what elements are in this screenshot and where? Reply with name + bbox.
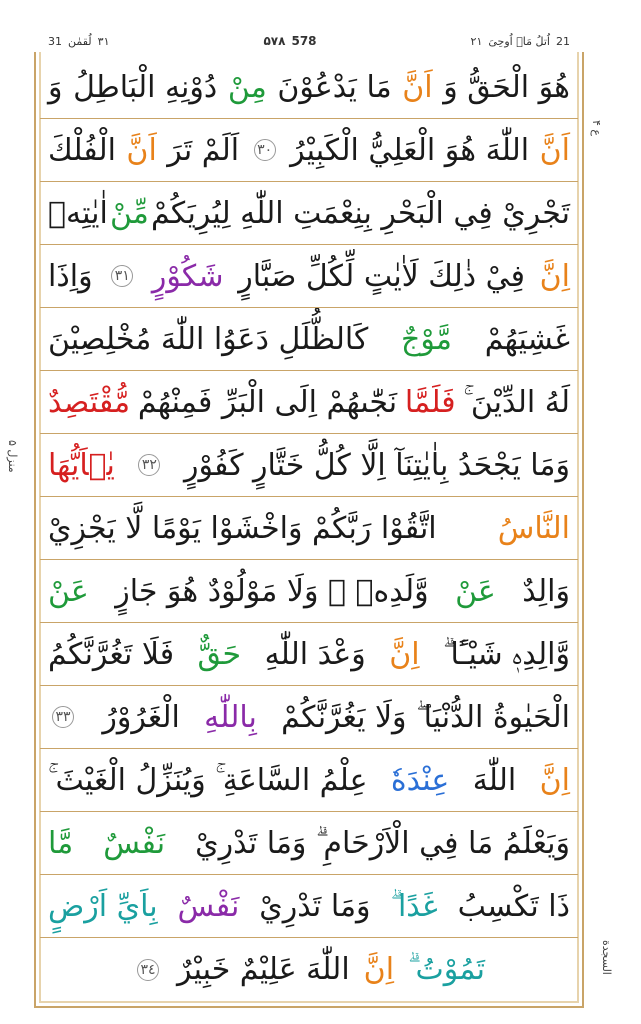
verse-line [40,371,578,434]
header-left-number: 31 [48,34,62,48]
verse-word-group: هُوَ الْحَقُّ وَ [443,69,570,105]
header-surah-name: لُقمٰن [68,34,92,48]
verse-line [40,623,578,686]
verse-line [40,56,578,119]
verse-line [40,875,578,938]
verse-word-group: وَيَعْلَمُ مَا فِي الْاَرْحَامِ ۗ وَمَا تَدْرِيْ [195,825,570,861]
verse-word-group: تَجْرِيْ فِي الْبَحْرِ بِنِعْمَتِ اللّٰهِ لِيُرِيَكُمْ [150,195,570,231]
verse-word-group: فَلَمَّا [404,384,456,420]
verse-word-group: عَنْ [48,573,89,609]
verse-word-group: مِنْ [227,69,267,105]
verse-line [40,497,578,560]
verse-word-group: اِنَّ [539,762,570,798]
verse-word-group: الْحَيٰوةُ الدُّنْيَا ۖ وَلَا يَغُرَّنَّكُمْ [281,699,570,735]
header-juz-info [471,35,570,48]
ayah-number-marker: ٣٠ [254,139,276,161]
verse-word-group: اِنَّ [389,636,420,672]
verse-line [40,686,578,749]
ayah-number-marker: ٣٣ [52,706,74,728]
verse-word-group: مَّوْجٌ [401,321,452,357]
verse-word-group: اِنَّ [539,258,570,294]
header-juz-number: 21 [555,34,570,48]
verse-word-group: اللّٰهَ هُوَ الْعَلِيُّ الْكَبِيْرُ [290,132,530,168]
verse-word-group: مَا يَدْعُوْنَ [277,69,392,105]
verse-word-group: لَهُ الدِّيْنَ ۚ [463,384,570,420]
verse-word-group: اتَّقُوْا رَبَّكُمْ وَاخْشَوْا يَوْمًا لَّا يَجْزِيْ [48,510,437,546]
verse-word-group: عِلْمُ السَّاعَةِ ۚ وَيُنَزِّلُ الْغَيْثَ ۚ [48,762,368,798]
verse-word-group: وَّلَدِهٖ ۚ وَلَا مَوْلُوْدٌ هُوَ جَازٍ [115,573,429,609]
verse-word-group: فَلَا تَغُرَّنَّكُمُ [48,636,175,672]
header-juz-name: اُتلُ مَاۤ اُوحِیَ [488,34,550,48]
verse-line [40,119,578,182]
verse-word-group: بِاللّٰهِ [204,699,257,735]
verse-word-group: وَمَا يَجْحَدُ بِاٰيٰتِنَآ اِلَّا كُلُّ خَتَّارٍ كَفُوْرٍ [184,447,570,483]
verse-word-group: نَجّٰىهُمْ اِلَى الْبَرِّ فَمِنْهُمْ [137,384,398,420]
verse-word-group: وَالِدٌ [522,573,570,609]
verse-word-group: اَلَمْ تَرَ [167,132,240,168]
header-juz-number-arabic: ٢١ [470,34,483,48]
verse-word-group: اَنَّ [539,132,570,168]
verse-word-group: وَعْدَ اللّٰهِ [264,636,366,672]
page-header [34,30,584,52]
ruku-side-label: ع ۴ [590,120,603,136]
verse-line [40,812,578,875]
verse-lines [40,56,578,1001]
verse-word-group: غَدًا ۗ [390,888,438,924]
verse-word-group: عَنْ [455,573,496,609]
verse-word-group: النَّاسُ [497,510,570,546]
verse-word-group: كَالظُّلَلِ دَعَوُا اللّٰهَ مُخْلِصِيْنَ [48,321,369,357]
verse-line [40,938,578,1001]
verse-word-group: الْفُلْكَ [48,132,116,168]
verse-word-group: يٰۤاَيُّهَا [48,447,115,483]
verse-word-group: وَّالِدِهٖ شَيْـًٔا ۗ [443,636,570,672]
verse-line [40,749,578,812]
ayah-number-marker: ٣١ [111,265,133,287]
verse-word-group: نَفْسٌ [103,825,166,861]
verse-word-group: تَمُوْتُ ۗ [408,952,485,987]
verse-word-group: اَنَّ [126,132,157,168]
verse-word-group: بِاَيِّ اَرْضٍ [48,888,158,924]
verse-word-group: مَّا [48,825,74,861]
verse-line [40,245,578,308]
verse-word-group: مُّقْتَصِدٌ [48,384,131,420]
verse-word-group: فِيْ ذٰلِكَ لَاٰيٰتٍ لِّكُلِّ صَبَّارٍ [238,258,525,294]
verse-word-group: نَفْسٌ [177,888,240,924]
verse-word-group: اٰيٰتِهٖ [48,195,108,231]
verse-line [40,308,578,371]
ayah-number-marker: ٣٤ [137,959,159,981]
verse-word-group: اللّٰهَ [472,762,517,798]
verse-word-group: اللّٰهَ عَلِيْمٌ خَبِيْرٌ [177,952,350,987]
verse-word-group: حَقٌّ [197,636,242,672]
verse-line [40,560,578,623]
verse-word-group: وَ [48,69,63,105]
header-surah-number: ٣١ [97,34,110,48]
verse-word-group: ذَا تَكْسِبُ [457,888,570,924]
verse-word-group: شَكُوْرٍ [151,258,224,294]
verse-word-group: الْغَرُوْرُ [102,699,180,735]
verse-word-group: اِنَّ [363,952,395,987]
manzil-side-label: منزل ۵ [6,440,19,473]
verse-word-group: غَشِيَهُمْ [484,321,570,357]
verse-word-group: وَمَا تَدْرِيْ [259,888,371,924]
verse-word-group: اَنَّ [402,69,433,105]
verse-line [40,434,578,497]
header-surah-info [48,35,109,48]
ayah-number-marker: ٣٢ [138,454,160,476]
verse-word-group: عِنْدَهٗ [390,762,450,798]
header-page-number [263,34,316,48]
verse-word-group: دُوْنِهِ الْبَاطِلُ [73,69,218,105]
verse-line [40,182,578,245]
next-surah-side-label: السجدة [600,940,613,975]
verse-word-group: مِّنْ [109,195,149,231]
verse-word-group: وَاِذَا [48,258,93,294]
header-page-number-latin: 578 [291,34,317,48]
header-page-number-arabic: ۵۷۸ [263,34,286,48]
